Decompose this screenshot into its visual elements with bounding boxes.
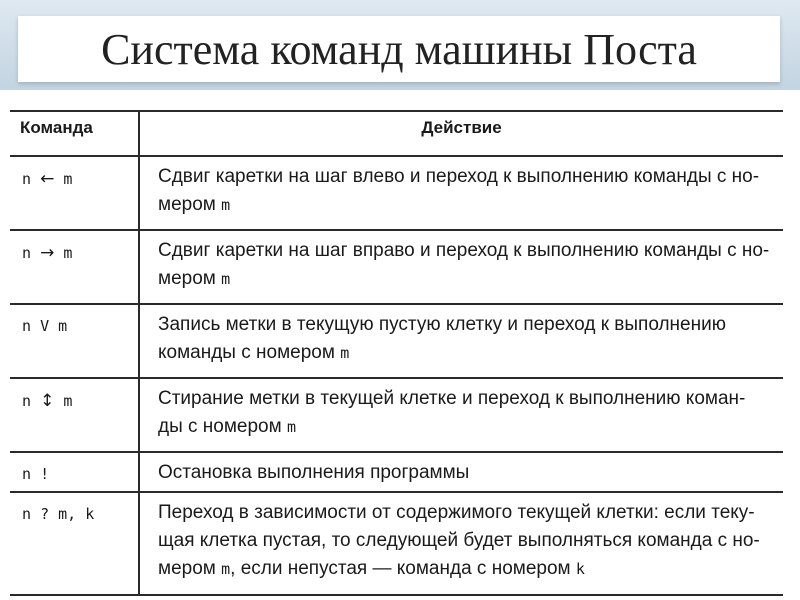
action-line: команды с номером (158, 342, 335, 363)
cmd-n: n (22, 244, 32, 262)
action-cell (139, 156, 783, 230)
action-var: m (286, 418, 296, 436)
action-line: Остановка выполнения программы (158, 462, 470, 483)
title-band (0, 0, 800, 90)
action-var: m (340, 344, 350, 362)
action-line: Переход в зависимости от содержимого текущей клетки: если теку- (158, 502, 755, 523)
cmd-n: n (22, 170, 32, 188)
command-table (10, 110, 783, 596)
cmd-args: m (63, 392, 73, 410)
action-line: Запись метки в текущую пустую клетку и переход к выполнению (158, 314, 726, 335)
action-line: Сдвиг каретки на шаг вправо и переход к выполнению команды с но- (158, 240, 770, 261)
table-row (10, 452, 783, 492)
action-line: щая клетка пустая, то следующей будет выполняться команда с но- (158, 530, 760, 551)
cmd-args: m (63, 170, 73, 188)
table-row (10, 230, 783, 304)
action-cell (139, 492, 783, 595)
action-cell (139, 230, 783, 304)
table-row (10, 304, 783, 378)
action-line: ды с номером (158, 416, 282, 437)
action-cell (139, 304, 783, 378)
command-cell (10, 156, 139, 230)
slide-title: Система команд машины Поста (101, 25, 697, 74)
command-cell (10, 304, 139, 378)
action-line: мером (158, 268, 216, 289)
command-cell (10, 492, 139, 595)
command-cell (10, 230, 139, 304)
cmd-args: m (63, 244, 73, 262)
cmd-op: ← (40, 169, 55, 189)
command-cell (10, 378, 139, 452)
action-var: m (221, 196, 231, 214)
action-line: Сдвиг каретки на шаг влево и переход к выполнению команды с но- (158, 166, 760, 187)
cmd-op: ! (40, 465, 50, 483)
cmd-op: V (40, 317, 50, 335)
action-tail: , если непустая — команда с номером (230, 558, 571, 579)
action-cell (139, 452, 783, 492)
cmd-op: ↕ (40, 391, 55, 411)
action-line: Стирание метки в текущей клетке и переход к выполнению коман- (158, 388, 746, 409)
header-action: Действие (139, 111, 783, 156)
cmd-n: n (22, 465, 32, 483)
table-row (10, 378, 783, 452)
table-row (10, 492, 783, 595)
header-command: Команда (10, 111, 139, 156)
action-line: мером (158, 194, 216, 215)
action-var: m (221, 270, 231, 288)
table-row (10, 156, 783, 230)
title-card (18, 16, 780, 82)
action-var: k (575, 560, 585, 578)
cmd-n: n (22, 505, 32, 523)
cmd-args: m, k (58, 505, 95, 523)
action-var: m (221, 560, 231, 578)
cmd-op: ? (40, 505, 50, 523)
table-header-row (10, 111, 783, 156)
cmd-args: m (58, 317, 68, 335)
command-table-container (10, 110, 783, 596)
cmd-n: n (22, 317, 32, 335)
cmd-op: → (40, 243, 55, 263)
command-cell (10, 452, 139, 492)
action-cell (139, 378, 783, 452)
cmd-n: n (22, 392, 32, 410)
action-line: мером (158, 558, 216, 579)
